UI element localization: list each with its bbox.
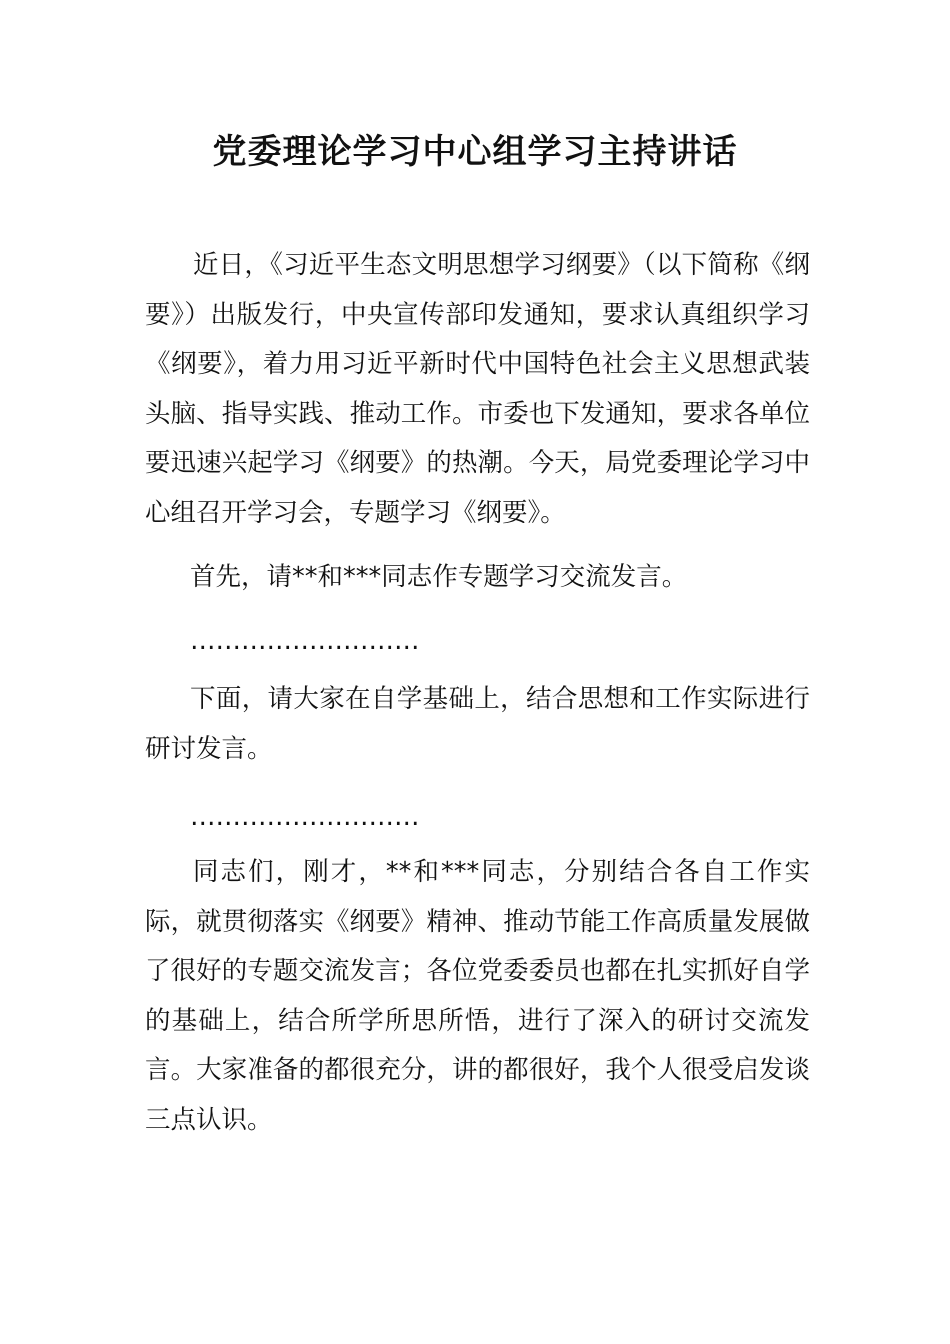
document-title: 党委理论学习中心组学习主持讲话	[212, 132, 738, 172]
ellipsis-separator: ………………………	[190, 626, 420, 656]
paragraph-discussion: 下面，请大家在自学基础上，结合思想和工作实际进行研讨发言。	[145, 684, 810, 764]
paragraph-summary: 同志们，刚才，**和***同志，分别结合各自工作实际，就贯彻落实《纲要》精神、推动节能工作高质量发展做了很好的专题交流发言；各位党委委员也都在扎实抓好自学的基础上，结合所学所思所悟，进行了深入的研讨交流发言。大家准备的都很充分，讲的都很好，我个人很受启发谈三点认识。	[145, 857, 810, 1135]
ellipsis-separator: ………………………	[190, 802, 420, 832]
paragraph-intro: 近日，《习近平生态文明思想学习纲要》（以下简称《纲要》）出版发行，中央宣传部印发通知，要求认真组织学习《纲要》，着力用习近平新时代中国特色社会主义思想武装头脑、指导实践、推动工作。市委也下发通知，要求各单位要迅速兴起学习《纲要》的热潮。今天，局党委理论学习中心组召开学习会，专题学习《纲要》。	[145, 250, 810, 528]
paragraph-first-speakers: 首先，请**和***同志作专题学习交流发言。	[190, 562, 688, 592]
